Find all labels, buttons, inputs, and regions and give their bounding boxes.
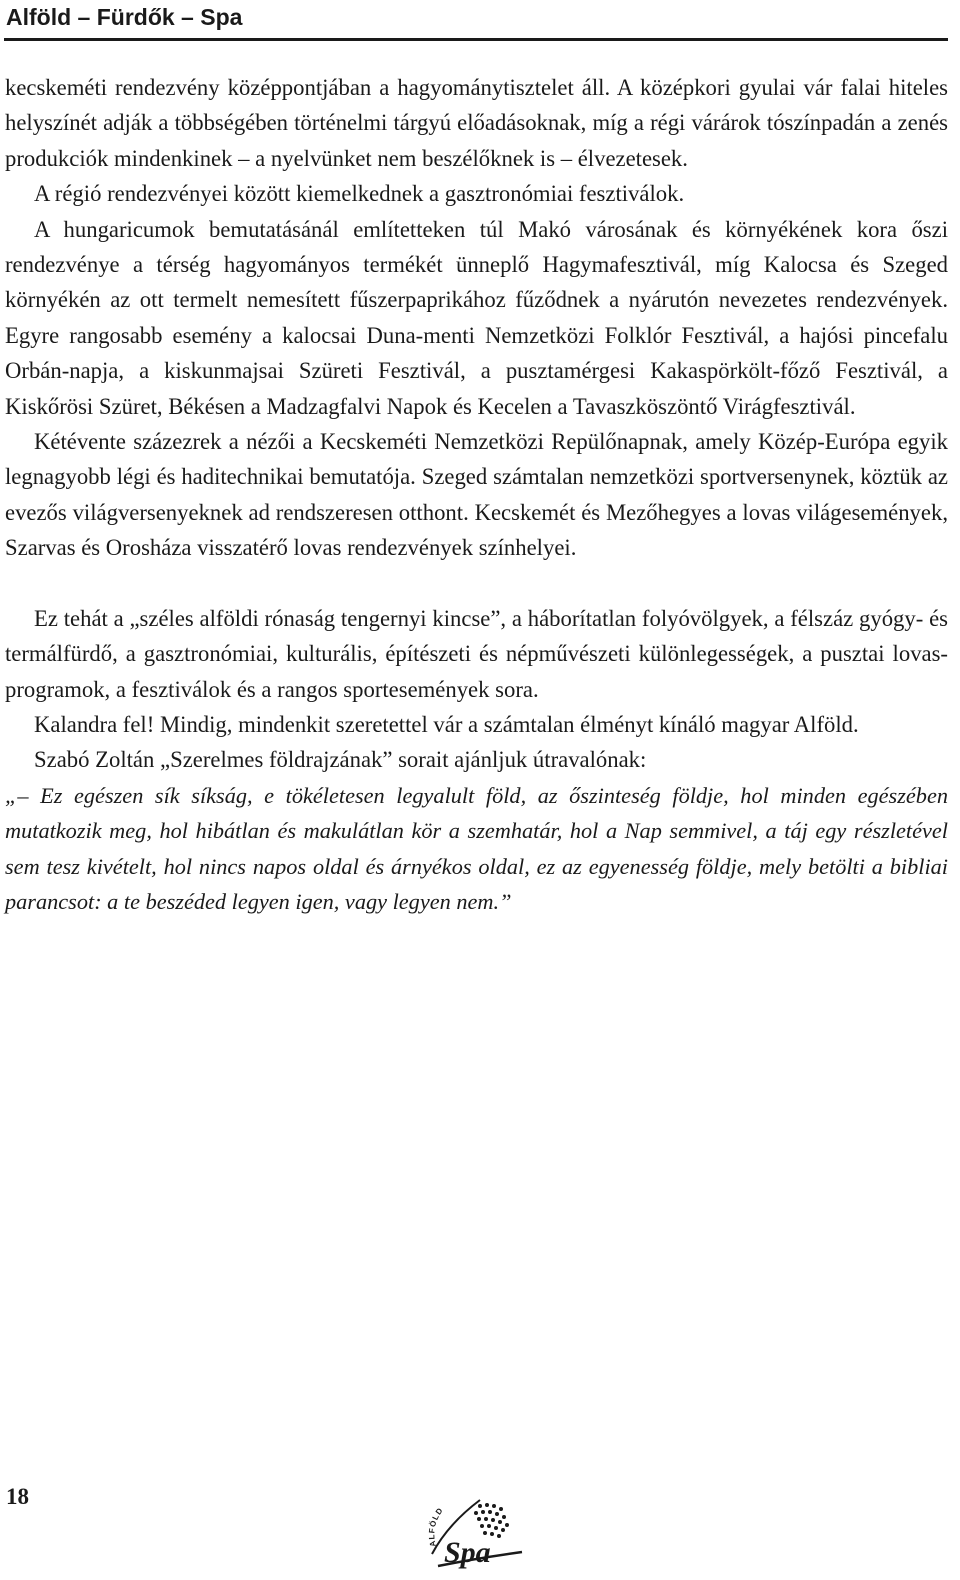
svg-text:ALFÖLD [427, 1506, 445, 1548]
paragraph-sports: Kétévente százezrek a nézői a Kecskeméti Nemzetközi Repülőnapnak, amely Közép-Európa egyik legnagyobb légi és haditechnikai bemutatója. Szeged számtalan nemzetközi sportversenynek, köztük az evezős világversenyeknek ad rendszeresen otthont. Kecskemét és Mezőhegyes a lovas világesemények, Szarvas és Orosháza visszatérő lovas rendezvények színhelyei. [5, 429, 948, 561]
alfold-spa-logo-icon [418, 1484, 534, 1570]
logo-word-main: Spa [444, 1536, 491, 1569]
logo-word-top: ALFÖLD [427, 1505, 446, 1548]
paragraph-hungaricums: A hungaricumok bemutatásánál említetteken túl Makó városának és környékének kora őszi rendezvénye a térség hagyományos termékét ünneplő Hagymafesztivál, míg Kalocsa és Szeged környékén az ott termelt nemesített fűszerpaprikához fűződnek a nyárutón nevezetes rendezvények. Egyre rangosabb esemény a kalocsai Duna-menti Nemzetközi Folklór Fesztivál, a hajósi pincefalu Orbán-napja, a kiskunmajsai Szüreti Fesztivál, a pusztamérgesi Kakaspörkölt-főző Fesztivál, a Kiskőrösi Szüret, Békésen a Madzagfalvi Napok és Kecelen a Tavaszköszöntő Virágfesztivál. [5, 216, 948, 419]
paragraph-festivals-gyula: kecskeméti rendezvény középpontjában a hagyománytisztelet áll. A középkori gyulai vár falai hiteles helyszínét adják a többségében történelmi tárgyú előadásoknak, míg a régi várárok tószínpadán a zenés produkciók mindenkinek – a nyelvünket nem beszélőknek is – élvezetesek. [5, 75, 948, 171]
body-text [5, 70, 948, 919]
paragraph-gastronomy: A régió rendezvényei között kiemelkednek a gasztronómiai fesztiválok. [34, 181, 685, 207]
paragraph-summary: Ez tehát a „széles alföldi rónaság tengernyi kincse”, a háborítatlan folyóvölgyek, a félszáz gyógy- és termálfürdő, a gasztronómiai, kulturális, építészeti és népművészeti különlegességek, a pusztai lovas-programok, a fesztiválok és a rangos sportesemények sora. [5, 605, 948, 702]
paragraph-quote-intro: Szabó Zoltán „Szerelmes földrajzának” sorait ajánljuk útravalónak: [34, 747, 647, 773]
quote-szabo-zoltan: „– Ez egészen sík síkság, e tökéletesen legyalult föld, az őszinteség földje, hol minden egészében mutatkozik meg, hol hibátlan és makulátlan kör a szemhatár, hol a Nap semmivel, a táj egy részletével sem tesz kivételt, hol nincs napos oldal és árnyékos oldal, ez az egyenesség földje, mely betölti a bibliai parancsot: a te beszéded legyen igen, vagy legyen nem.” [5, 782, 948, 914]
page-number: 18 [6, 1484, 29, 1509]
running-header-title: Alföld – Fürdők – Spa [6, 4, 243, 30]
header-rule [4, 38, 948, 41]
paragraph-invitation: Kalandra fel! Mindig, mindenkit szeretettel vár a számtalan élményt kínáló magyar Alföld. [34, 711, 859, 737]
logo-dot-grid [474, 1503, 509, 1538]
